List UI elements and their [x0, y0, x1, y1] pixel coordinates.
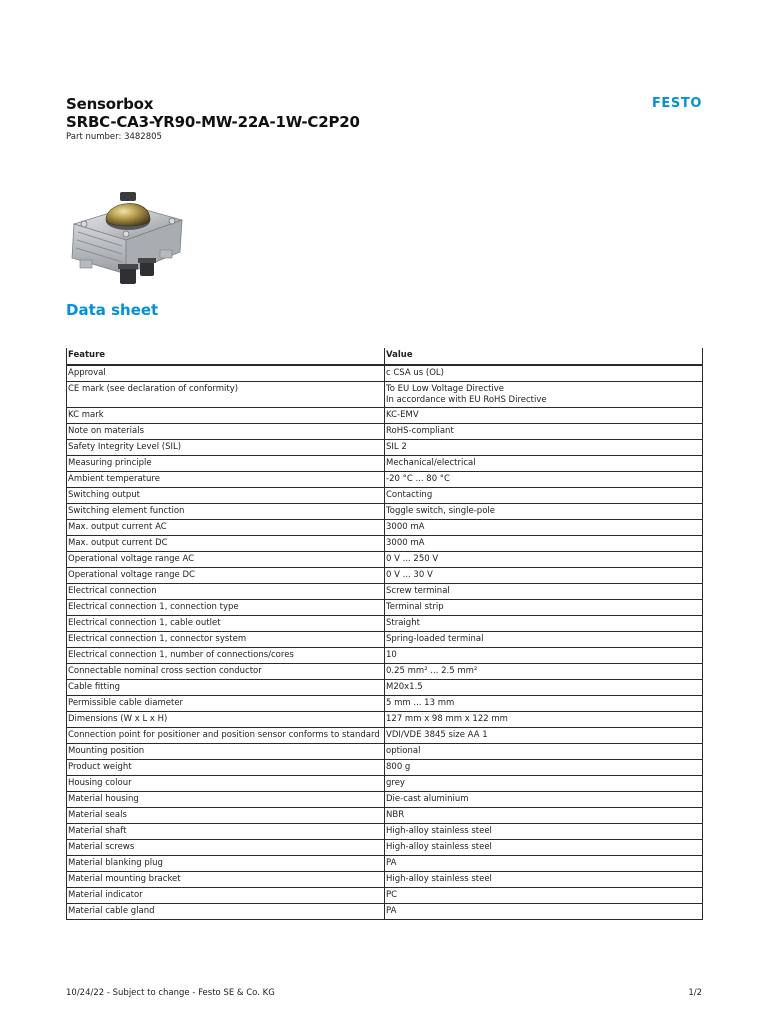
feature-cell: Mounting position	[67, 744, 385, 760]
value-line: optional	[386, 746, 421, 756]
table-row	[67, 440, 703, 456]
value-line: 3000 mA	[386, 538, 425, 548]
value-line: -20 °C ... 80 °C	[386, 474, 450, 484]
value-cell	[385, 808, 703, 824]
value-cell	[385, 744, 703, 760]
feature-cell: Material blanking plug	[67, 856, 385, 872]
value-line: PC	[386, 890, 398, 900]
value-cell	[385, 488, 703, 504]
table-row	[67, 520, 703, 536]
table-row	[67, 382, 703, 408]
value-cell	[385, 504, 703, 520]
value-line: Spring-loaded terminal	[386, 634, 484, 644]
column-header-value: Value	[385, 348, 703, 365]
value-cell	[385, 888, 703, 904]
value-line: Straight	[386, 618, 420, 628]
feature-cell: Electrical connection 1, cable outlet	[67, 616, 385, 632]
value-line: PA	[386, 858, 397, 868]
table-header-row	[67, 348, 703, 365]
feature-cell: Housing colour	[67, 776, 385, 792]
value-line: grey	[386, 778, 405, 788]
table-row	[67, 536, 703, 552]
table-row	[67, 840, 703, 856]
value-line: M20x1.5	[386, 682, 423, 692]
feature-cell: Approval	[67, 365, 385, 382]
feature-cell: Material cable gland	[67, 904, 385, 920]
value-line: Terminal strip	[386, 602, 444, 612]
feature-cell: Electrical connection 1, connection type	[67, 600, 385, 616]
table-row	[67, 365, 703, 382]
feature-cell: Product weight	[67, 760, 385, 776]
value-cell	[385, 456, 703, 472]
table-row	[67, 728, 703, 744]
table-row	[67, 648, 703, 664]
value-line: Toggle switch, single-pole	[386, 506, 495, 516]
feature-cell: Material shaft	[67, 824, 385, 840]
feature-cell: Material mounting bracket	[67, 872, 385, 888]
value-cell	[385, 568, 703, 584]
feature-cell: Cable fitting	[67, 680, 385, 696]
feature-cell: Max. output current AC	[67, 520, 385, 536]
sensorbox-illustration	[60, 188, 186, 292]
value-line: VDI/VDE 3845 size AA 1	[386, 730, 488, 740]
table-row	[67, 408, 703, 424]
table-row	[67, 600, 703, 616]
value-cell	[385, 632, 703, 648]
table-row	[67, 872, 703, 888]
table-body	[67, 365, 703, 920]
table-row	[67, 456, 703, 472]
table-row	[67, 696, 703, 712]
value-cell	[385, 472, 703, 488]
value-line: 800 g	[386, 762, 411, 772]
value-cell	[385, 424, 703, 440]
table-row	[67, 744, 703, 760]
table-row	[67, 616, 703, 632]
value-cell	[385, 616, 703, 632]
value-line: 127 mm x 98 mm x 122 mm	[386, 714, 508, 724]
feature-cell: Electrical connection	[67, 584, 385, 600]
feature-cell: Connectable nominal cross section conductor	[67, 664, 385, 680]
value-line: NBR	[386, 810, 405, 820]
value-line: c CSA us (OL)	[386, 368, 444, 378]
product-title: Sensorbox	[66, 95, 154, 113]
table-row	[67, 424, 703, 440]
value-line: High-alloy stainless steel	[386, 826, 492, 836]
feature-cell: Material housing	[67, 792, 385, 808]
table-row	[67, 776, 703, 792]
value-cell	[385, 584, 703, 600]
table-row	[67, 904, 703, 920]
value-cell	[385, 824, 703, 840]
feature-cell: Material screws	[67, 840, 385, 856]
feature-cell: Safety Integrity Level (SIL)	[67, 440, 385, 456]
value-line: Die-cast aluminium	[386, 794, 469, 804]
feature-cell: Ambient temperature	[67, 472, 385, 488]
value-line: Mechanical/electrical	[386, 458, 476, 468]
table-row	[67, 472, 703, 488]
value-line: Contacting	[386, 490, 433, 500]
value-line: KC-EMV	[386, 410, 419, 420]
feature-cell: Switching element function	[67, 504, 385, 520]
table-row	[67, 888, 703, 904]
product-model: SRBC-CA3-YR90-MW-22A-1W-C2P20	[66, 113, 360, 131]
feature-cell: Switching output	[67, 488, 385, 504]
table-row	[67, 680, 703, 696]
feature-cell: Note on materials	[67, 424, 385, 440]
feature-cell: Material indicator	[67, 888, 385, 904]
feature-cell: Connection point for positioner and position sensor conforms to standard	[67, 728, 385, 744]
value-line: 3000 mA	[386, 522, 425, 532]
table-row	[67, 664, 703, 680]
column-header-feature: Feature	[67, 348, 385, 365]
value-cell	[385, 696, 703, 712]
feature-cell: Dimensions (W x L x H)	[67, 712, 385, 728]
value-cell	[385, 680, 703, 696]
value-line: 0 V ... 250 V	[386, 554, 439, 564]
value-cell	[385, 382, 703, 408]
page-number: 1/2	[688, 988, 702, 998]
part-number: Part number: 3482805	[66, 132, 162, 142]
value-cell	[385, 664, 703, 680]
data-sheet-table	[66, 348, 703, 920]
value-cell	[385, 856, 703, 872]
table-row	[67, 488, 703, 504]
value-line: To EU Low Voltage Directive	[386, 384, 505, 394]
value-cell	[385, 648, 703, 664]
feature-cell: Permissible cable diameter	[67, 696, 385, 712]
table-row	[67, 632, 703, 648]
value-line: SIL 2	[386, 442, 407, 452]
footer-info: 10/24/22 - Subject to change - Festo SE & Co. KG	[66, 988, 275, 998]
feature-cell: CE mark (see declaration of conformity)	[67, 382, 385, 408]
value-cell	[385, 760, 703, 776]
feature-cell: Measuring principle	[67, 456, 385, 472]
feature-cell: Operational voltage range AC	[67, 552, 385, 568]
table-row	[67, 792, 703, 808]
table-row	[67, 584, 703, 600]
value-cell	[385, 904, 703, 920]
value-line: 0 V ... 30 V	[386, 570, 433, 580]
value-cell	[385, 536, 703, 552]
value-line: High-alloy stainless steel	[386, 842, 492, 852]
value-cell	[385, 840, 703, 856]
value-line: PA	[386, 906, 397, 916]
feature-cell: KC mark	[67, 408, 385, 424]
table-row	[67, 504, 703, 520]
table-row	[67, 808, 703, 824]
value-line: In accordance with EU RoHS Directive	[386, 395, 547, 405]
value-cell	[385, 712, 703, 728]
table-row	[67, 552, 703, 568]
value-cell	[385, 600, 703, 616]
value-line: RoHS-compliant	[386, 426, 454, 436]
table-row	[67, 824, 703, 840]
value-cell	[385, 552, 703, 568]
feature-cell: Electrical connection 1, connector system	[67, 632, 385, 648]
value-line: High-alloy stainless steel	[386, 874, 492, 884]
value-cell	[385, 728, 703, 744]
table-row	[67, 760, 703, 776]
value-cell	[385, 776, 703, 792]
feature-cell: Max. output current DC	[67, 536, 385, 552]
value-cell	[385, 520, 703, 536]
value-cell	[385, 408, 703, 424]
value-cell	[385, 440, 703, 456]
product-image	[60, 188, 186, 296]
title-block	[66, 95, 360, 142]
value-line: 0.25 mm² ... 2.5 mm²	[386, 666, 478, 676]
table-row	[67, 712, 703, 728]
value-line: 10	[386, 650, 397, 660]
value-cell	[385, 365, 703, 382]
feature-cell: Material seals	[67, 808, 385, 824]
value-cell	[385, 792, 703, 808]
feature-cell: Electrical connection 1, number of connections/cores	[67, 648, 385, 664]
table-row	[67, 856, 703, 872]
value-cell	[385, 872, 703, 888]
table-row	[67, 568, 703, 584]
value-line: 5 mm ... 13 mm	[386, 698, 455, 708]
section-title: Data sheet	[66, 301, 159, 319]
feature-cell: Operational voltage range DC	[67, 568, 385, 584]
value-line: Screw terminal	[386, 586, 450, 596]
festo-logo: FESTO	[651, 96, 702, 111]
